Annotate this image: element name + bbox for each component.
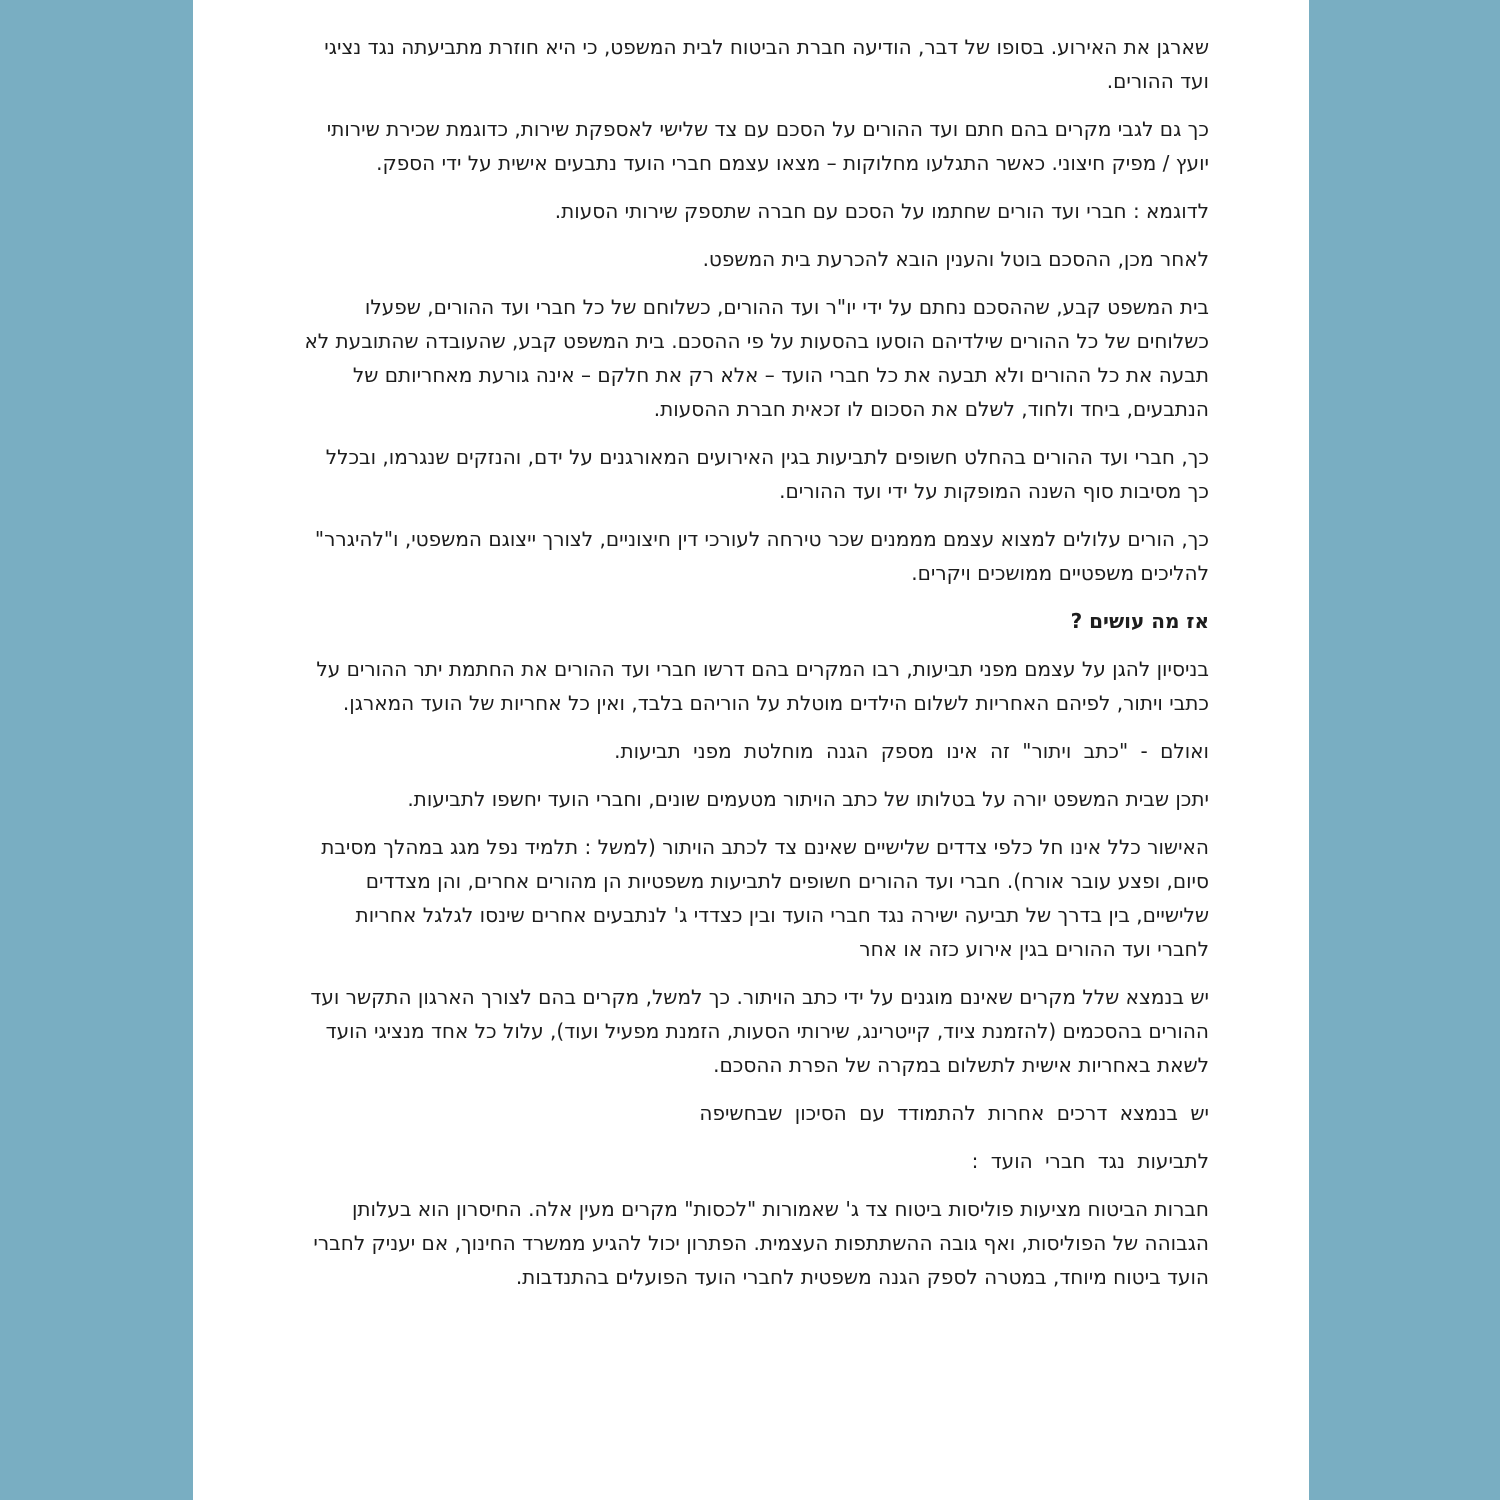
paragraph: האישור כלל אינו חל כלפי צדדים שלישיים שאינם צד לכתב הויתור (למשל : תלמיד נפל מגג במהלך מסיבת סיום, ופצע עובר אורח). חברי ועד ההורים חשופים לתביעות משפטיות הן מהורים אחרים, והן מצדדים שלישיים, בין בדרך של תביעה ישירה נגד חברי הועד ובין כצדדי ג' לנתבעים אחרים שינסו לגלגל אחריות לחברי ועד ההורים בגין אירוע כזה או אחר — [321, 835, 1209, 961]
paragraph: כך, הורים עלולים למצוא עצמם מממנים שכר טירחה לעורכי דין חיצוניים, לצורך ייצוגם המשפטי, ו"להיגרר" להליכים משפטיים ממושכים ויקרים. — [314, 527, 1209, 585]
paragraph: לדוגמא : חברי ועד הורים שחתמו על הסכם עם חברה שתספק שירותי הסעות. — [554, 199, 1209, 223]
paragraph: לתביעות נגד חברי הועד : — [971, 1149, 1209, 1173]
paragraph: יש בנמצא דרכים אחרות להתמודד עם הסיכון שבחשיפה — [699, 1101, 1209, 1125]
paragraph: שארגן את האירוע. בסופו של דבר, הודיעה חברת הביטוח לבית המשפט, כי היא חוזרת מתביעתה נגד נציגי ועד ההורים. — [324, 35, 1209, 93]
paragraph: בניסיון להגן על עצמם מפני תביעות, רבו המקרים בהם דרשו חברי ועד ההורים את החתמת יתר ההורים על כתבי ויתור, לפיהם האחריות לשלום הילדים מוטלת על הוריהם בלבד, ואין כל אחריות של הועד המארגן. — [316, 657, 1209, 715]
paragraph: יש בנמצא שלל מקרים שאינם מוגנים על ידי כתב הויתור. כך למשל, מקרים בהם לצורך הארגון התקשר ועד ההורים בהסכמים (להזמנת ציוד, קייטרינג, שירותי הסעות, הזמנת מפעיל ועוד), עלול כל אחד מנציגי הועד לשאת באחריות אישית לתשלום במקרה של הפרת ההסכם. — [310, 985, 1209, 1077]
paragraph: חברות הביטוח מציעות פוליסות ביטוח צד ג' שאמורות "לכסות" מקרים מעין אלה. החיסרון הוא בעלותן הגבוהה של הפוליסות, ואף גובה ההשתתפות העצמית. הפתרון יכול להגיע ממשרד החינוך, אם יעניק לחברי הועד ביטוח מיוחד, במטרה לספק הגנה משפטית לחברי הועד הפועלים בהתנדבות. — [313, 1197, 1209, 1289]
paragraph: בית המשפט קבע, שההסכם נחתם על ידי יו"ר ועד ההורים, כשלוחם של כל חברי ועד ההורים, שפעלו כשלוחים של כל ההורים שילדיהם הוסעו בהסעות על פי ההסכם. בית המשפט קבע, שהעובדה שהתובעת לא תבעה את כל ההורים ולא תבעה את כל חברי הועד – אלא רק את חלקם – אינה גורעת מאחריותם של הנתבעים, ביחד ולחוד, לשלם את הסכום לו זכאית חברת ההסעות. — [304, 295, 1209, 421]
document-body — [301, 30, 1209, 1294]
paragraph: יתכן שבית המשפט יורה על בטלותו של כתב הויתור מטעמים שונים, וחברי הועד יחשפו לתביעות. — [407, 787, 1209, 811]
paragraph: ואולם - "כתב ויתור" זה אינו מספק הגנה מוחלטת מפני תביעות. — [614, 739, 1209, 763]
paragraph: לאחר מכן, ההסכם בוטל והענין הובא להכרעת בית המשפט. — [702, 247, 1209, 271]
document-page — [193, 0, 1309, 1500]
paragraph: כך גם לגבי מקרים בהם חתם ועד ההורים על הסכם עם צד שלישי לאספקת שירות, כדוגמת שכירת שירותי יועץ / מפיק חיצוני. כאשר התגלעו מחלוקות – מצאו עצמם חברי הועד נתבעים אישית על ידי הספק. — [326, 117, 1209, 175]
paragraph: כך, חברי ועד ההורים בהחלט חשופים לתביעות בגין האירועים המאורגנים על ידם, והנזקים שנגרמו, ובכלל כך מסיבות סוף השנה המופקות על ידי ועד ההורים. — [325, 445, 1209, 503]
section-heading: אז מה עושים ? — [1070, 609, 1209, 633]
